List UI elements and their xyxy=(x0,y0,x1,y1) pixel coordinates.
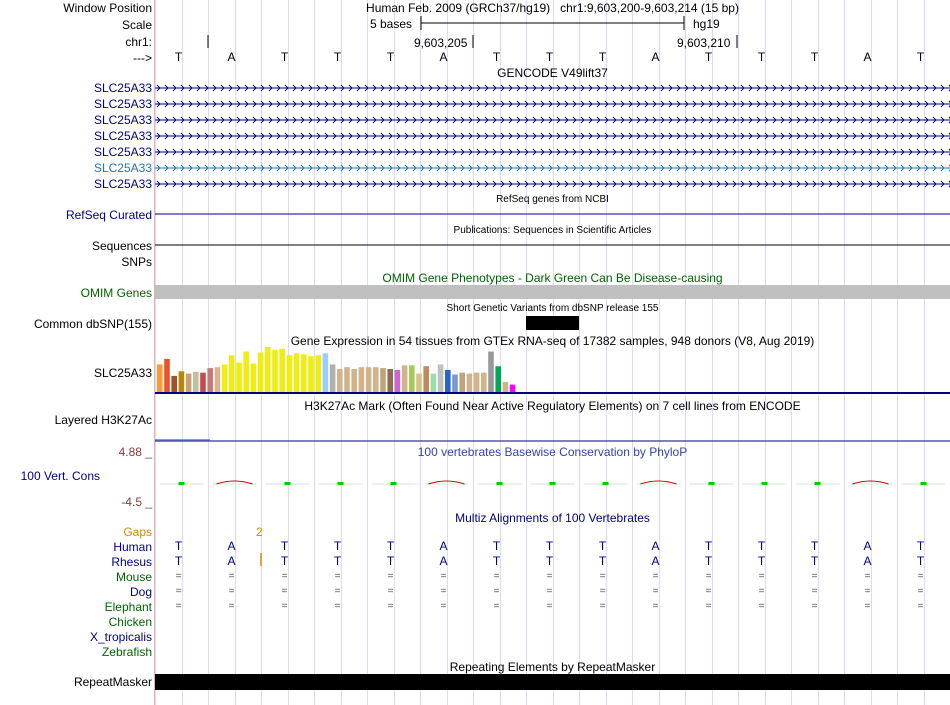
aligned-match-symbol: = xyxy=(546,571,553,582)
gtex-tissue-bar xyxy=(258,352,264,392)
rhesus-base: T xyxy=(386,554,395,568)
gtex-tissue-bar xyxy=(222,364,228,392)
h3k27ac-track-label[interactable]: Layered H3K27Ac xyxy=(54,413,152,427)
publications-track-title[interactable]: Publications: Sequences in Scientific Articles xyxy=(453,225,652,236)
ruler-coord-1: 9,603,205 xyxy=(414,36,468,50)
gencode-track-title[interactable]: GENCODE V49lift37 xyxy=(497,66,608,80)
multiz-track-title[interactable]: Multiz Alignments of 100 Vertebrates xyxy=(455,511,650,525)
dbsnp-variant-block xyxy=(526,316,579,330)
aligned-match-symbol: = xyxy=(440,586,447,597)
aligned-match-symbol: = xyxy=(440,571,447,582)
rhesus-base: T xyxy=(545,554,554,568)
sequence-base: T xyxy=(333,50,342,64)
gtex-tissue-bar xyxy=(157,364,163,392)
aligned-match-symbol: = xyxy=(599,601,606,612)
aligned-match-symbol: = xyxy=(546,586,553,597)
gencode-transcript xyxy=(155,133,950,139)
species-label-zebrafish: Zebrafish xyxy=(101,645,152,659)
sequence-base: T xyxy=(492,50,501,64)
aligned-match-symbol: = xyxy=(387,601,394,612)
aligned-match-symbol: = xyxy=(864,586,871,597)
gtex-tissue-bar xyxy=(445,370,451,392)
gtex-tissue-bar xyxy=(179,371,185,392)
aligned-match-symbol: = xyxy=(652,601,659,612)
phylop-positive-mark xyxy=(338,482,344,485)
ruler-coord-2: 9,603,210 xyxy=(677,36,731,50)
repeatmasker-track-label[interactable]: RepeatMasker xyxy=(73,675,152,689)
phylop-positive-mark xyxy=(497,482,503,485)
aligned-match-symbol: = xyxy=(546,601,553,612)
sequence-base: T xyxy=(916,50,925,64)
gtex-tissue-bar xyxy=(251,363,257,392)
gtex-tissue-bar xyxy=(402,365,408,392)
phylop-track-title[interactable]: 100 vertebrates Basewise Conservation by PhyloP xyxy=(417,445,688,459)
human-base: T xyxy=(386,539,395,553)
sequence-base: T xyxy=(174,50,183,64)
gtex-tissue-bar xyxy=(272,350,278,392)
position-readout: Human Feb. 2009 (GRCh37/hg19) chr1:9,603,200-9,603,214 (15 bp) xyxy=(366,1,739,15)
sequence-base: A xyxy=(439,50,448,64)
gaps-label: Gaps xyxy=(123,525,152,539)
rhesus-base: T xyxy=(810,554,819,568)
sequence-base: T xyxy=(704,50,713,64)
species-label-elephant: Elephant xyxy=(104,600,152,614)
gencode-gene-label[interactable]: SLC25A33 xyxy=(93,113,152,127)
aligned-match-symbol: = xyxy=(917,586,924,597)
gencode-transcript xyxy=(155,117,950,123)
gencode-gene-label[interactable]: SLC25A33 xyxy=(93,145,152,159)
rhesus-base: A xyxy=(863,554,872,568)
aligned-match-symbol: = xyxy=(334,586,341,597)
sequence-base: T xyxy=(386,50,395,64)
gtex-tissue-bar xyxy=(215,367,221,392)
scale-label: Scale xyxy=(121,18,152,32)
human-base: T xyxy=(333,539,342,553)
human-base: A xyxy=(227,539,236,553)
human-base: T xyxy=(598,539,607,553)
rhesus-base: T xyxy=(704,554,713,568)
rhesus-base: T xyxy=(492,554,501,568)
omim-gene-bar xyxy=(155,285,950,299)
gtex-tissue-bar xyxy=(488,352,494,392)
sequence-base: T xyxy=(598,50,607,64)
gtex-tissue-bar xyxy=(474,373,480,392)
phylop-positive-mark xyxy=(603,482,609,485)
aligned-match-symbol: = xyxy=(599,571,606,582)
aligned-match-symbol: = xyxy=(281,601,288,612)
aligned-match-symbol: = xyxy=(864,601,871,612)
aligned-match-symbol: = xyxy=(228,601,235,612)
aligned-match-symbol: = xyxy=(758,601,765,612)
track-label-column xyxy=(0,0,155,705)
aligned-match-symbol: = xyxy=(387,571,394,582)
snps-track-label[interactable]: SNPs xyxy=(121,255,152,269)
refseq-track-title[interactable]: RefSeq genes from NCBI xyxy=(496,194,609,205)
human-base: T xyxy=(757,539,766,553)
scale-text: 5 bases xyxy=(370,17,413,31)
rhesus-base: T xyxy=(333,554,342,568)
gtex-track-title[interactable]: Gene Expression in 54 tissues from GTEx RNA-seq of 17382 samples, 948 donors (V8, Aug 2019) xyxy=(290,334,815,348)
gtex-tissue-bar xyxy=(207,368,213,392)
sequence-base: A xyxy=(227,50,236,64)
aligned-match-symbol: = xyxy=(917,601,924,612)
gtex-tissue-bar xyxy=(287,355,293,392)
sequence-base: T xyxy=(757,50,766,64)
gtex-tissue-bar xyxy=(380,368,386,392)
aligned-match-symbol: = xyxy=(811,601,818,612)
gtex-tissue-bar xyxy=(452,375,458,392)
chrom-label: chr1: xyxy=(125,35,152,49)
sequence-base: T xyxy=(810,50,819,64)
gtex-tissue-bar xyxy=(308,356,314,392)
gtex-tissue-bar xyxy=(171,376,177,392)
rhesus-base: T xyxy=(598,554,607,568)
aligned-match-symbol: = xyxy=(281,571,288,582)
gtex-tissue-bar xyxy=(229,355,235,392)
gtex-tissue-bar xyxy=(373,367,379,392)
species-label-chicken: Chicken xyxy=(108,615,152,629)
gtex-tissue-bar xyxy=(294,353,300,392)
aligned-match-symbol: = xyxy=(811,571,818,582)
sequence-base: T xyxy=(280,50,289,64)
gtex-tissue-bar xyxy=(164,359,170,392)
gtex-tissue-bar xyxy=(351,369,357,392)
gencode-gene-label[interactable]: SLC25A33 xyxy=(93,177,152,191)
aligned-match-symbol: = xyxy=(864,571,871,582)
species-label-xtropicalis: X_tropicalis xyxy=(89,630,152,644)
position-text xyxy=(155,1,950,15)
assembly-label: hg19 xyxy=(693,17,720,31)
human-base: T xyxy=(916,539,925,553)
human-base: T xyxy=(280,539,289,553)
gtex-tissue-bar xyxy=(409,365,415,392)
aligned-match-symbol: = xyxy=(228,571,235,582)
gtex-tissue-bar xyxy=(495,366,501,392)
aligned-match-symbol: = xyxy=(175,571,182,582)
species-label-human: Human xyxy=(113,540,152,554)
aligned-match-symbol: = xyxy=(175,586,182,597)
sequence-base: A xyxy=(651,50,660,64)
gtex-gene-label[interactable]: SLC25A33 xyxy=(93,366,152,380)
species-label-mouse: Mouse xyxy=(115,570,152,584)
phylop-positive-mark xyxy=(762,482,768,485)
species-label-dog: Dog xyxy=(129,585,152,599)
aligned-match-symbol: = xyxy=(705,586,712,597)
rhesus-base: T xyxy=(916,554,925,568)
gtex-tissue-bar xyxy=(279,349,285,392)
gtex-tissue-bar xyxy=(330,364,336,392)
gencode-transcript xyxy=(155,85,950,91)
gtex-tissue-bar xyxy=(503,382,509,392)
phylop-positive-mark xyxy=(709,482,715,485)
rhesus-base: T xyxy=(174,554,183,568)
gencode-transcript xyxy=(155,149,950,155)
gtex-tissue-bar xyxy=(366,367,372,392)
gtex-tissue-bar xyxy=(236,363,242,392)
phylop-positive-mark xyxy=(285,482,291,485)
gtex-tissue-bar xyxy=(459,373,465,392)
phylop-positive-mark xyxy=(391,482,397,485)
strand-arrow-label: ---> xyxy=(133,51,152,65)
repeatmasker-block xyxy=(155,674,950,690)
gencode-gene-label[interactable]: SLC25A33 xyxy=(93,81,152,95)
aligned-match-symbol: = xyxy=(175,601,182,612)
phylop-min-label: -4.5 _ xyxy=(121,495,152,509)
phylop-positive-mark xyxy=(179,482,185,485)
gtex-tissue-bar xyxy=(395,370,401,392)
aligned-match-symbol: = xyxy=(387,586,394,597)
rhesus-base: A xyxy=(227,554,236,568)
tracks-panel[interactable] xyxy=(155,0,950,705)
human-base: T xyxy=(704,539,713,553)
aligned-match-symbol: = xyxy=(334,571,341,582)
aligned-match-symbol: = xyxy=(440,601,447,612)
gtex-tissue-bar xyxy=(510,385,516,392)
aligned-match-symbol: = xyxy=(758,586,765,597)
human-base: T xyxy=(492,539,501,553)
repeatmasker-track-title[interactable]: Repeating Elements by RepeatMasker xyxy=(449,660,656,674)
gtex-tissue-bar xyxy=(359,367,365,392)
aligned-match-symbol: = xyxy=(493,586,500,597)
gtex-tissue-bar xyxy=(315,355,321,392)
human-base: T xyxy=(545,539,554,553)
gtex-tissue-bar xyxy=(186,374,192,392)
refseq-track-label[interactable]: RefSeq Curated xyxy=(65,208,152,222)
gtex-tissue-bar xyxy=(423,366,429,392)
species-label-rhesus: Rhesus xyxy=(111,555,152,569)
gtex-tissue-bar xyxy=(344,367,350,392)
aligned-match-symbol: = xyxy=(334,601,341,612)
aligned-match-symbol: = xyxy=(705,601,712,612)
rhesus-base: T xyxy=(757,554,766,568)
gtex-tissue-bar xyxy=(387,369,393,392)
dbsnp-track-label[interactable]: Common dbSNP(155) xyxy=(33,317,152,331)
gencode-gene-label[interactable]: SLC25A33 xyxy=(93,129,152,143)
gap-count: 2 xyxy=(256,525,263,539)
aligned-match-symbol: = xyxy=(652,586,659,597)
gencode-gene-label[interactable]: SLC25A33 xyxy=(93,161,152,175)
gtex-tissue-bar xyxy=(467,374,473,392)
gencode-transcript xyxy=(155,181,950,187)
aligned-match-symbol: = xyxy=(228,586,235,597)
aligned-match-symbol: = xyxy=(281,586,288,597)
gtex-tissue-bar xyxy=(193,372,199,392)
gtex-tissue-bar xyxy=(265,347,271,392)
aligned-match-symbol: = xyxy=(599,586,606,597)
gencode-gene-label[interactable]: SLC25A33 xyxy=(93,97,152,111)
omim-track-title[interactable]: OMIM Gene Phenotypes - Dark Green Can Be Disease-causing xyxy=(382,271,723,285)
dbsnp-track-title[interactable]: Short Genetic Variants from dbSNP release 155 xyxy=(446,303,659,314)
aligned-match-symbol: = xyxy=(493,571,500,582)
gtex-tissue-bar xyxy=(337,369,343,392)
human-base: A xyxy=(651,539,660,553)
rhesus-base: A xyxy=(651,554,660,568)
sequences-track-label[interactable]: Sequences xyxy=(91,239,152,253)
sequence-base: T xyxy=(545,50,554,64)
human-base: A xyxy=(439,539,448,553)
gtex-tissue-bar xyxy=(243,352,249,392)
gtex-tissue-bar xyxy=(416,374,422,392)
aligned-match-symbol: = xyxy=(758,571,765,582)
gtex-tissue-bar xyxy=(301,354,307,392)
omim-track-label[interactable]: OMIM Genes xyxy=(80,286,152,300)
aligned-match-symbol: = xyxy=(493,601,500,612)
rhesus-base: T xyxy=(280,554,289,568)
phylop-positive-mark xyxy=(815,482,821,485)
human-base: T xyxy=(174,539,183,553)
gencode-transcripts xyxy=(155,85,950,187)
h3k27ac-track-title[interactable]: H3K27Ac Mark (Often Found Near Active Regulatory Elements) on 7 cell lines from ENCODE xyxy=(304,399,801,413)
rhesus-base: A xyxy=(439,554,448,568)
aligned-match-symbol: = xyxy=(917,571,924,582)
sequence-base: A xyxy=(863,50,872,64)
phylop-positive-mark xyxy=(921,482,927,485)
gencode-transcript xyxy=(155,165,950,171)
gencode-transcript xyxy=(155,101,950,107)
phylop-track-label[interactable]: 100 Vert. Cons xyxy=(20,469,100,483)
aligned-match-symbol: = xyxy=(811,586,818,597)
gtex-tissue-bar xyxy=(431,374,437,392)
browser-track-image xyxy=(155,0,950,705)
human-base: T xyxy=(810,539,819,553)
gtex-tissue-bar xyxy=(438,364,444,392)
human-base: A xyxy=(863,539,872,553)
gtex-tissue-bar xyxy=(481,373,487,392)
phylop-max-label: 4.88 _ xyxy=(118,445,152,459)
aligned-match-symbol: = xyxy=(652,571,659,582)
window-position-label: Window Position xyxy=(63,1,152,15)
gtex-tissue-bar xyxy=(323,353,329,392)
phylop-positive-mark xyxy=(550,482,556,485)
gtex-bar-chart xyxy=(157,347,515,392)
phylop-signal xyxy=(160,481,946,485)
aligned-match-symbol: = xyxy=(705,571,712,582)
gtex-tissue-bar xyxy=(200,373,206,392)
